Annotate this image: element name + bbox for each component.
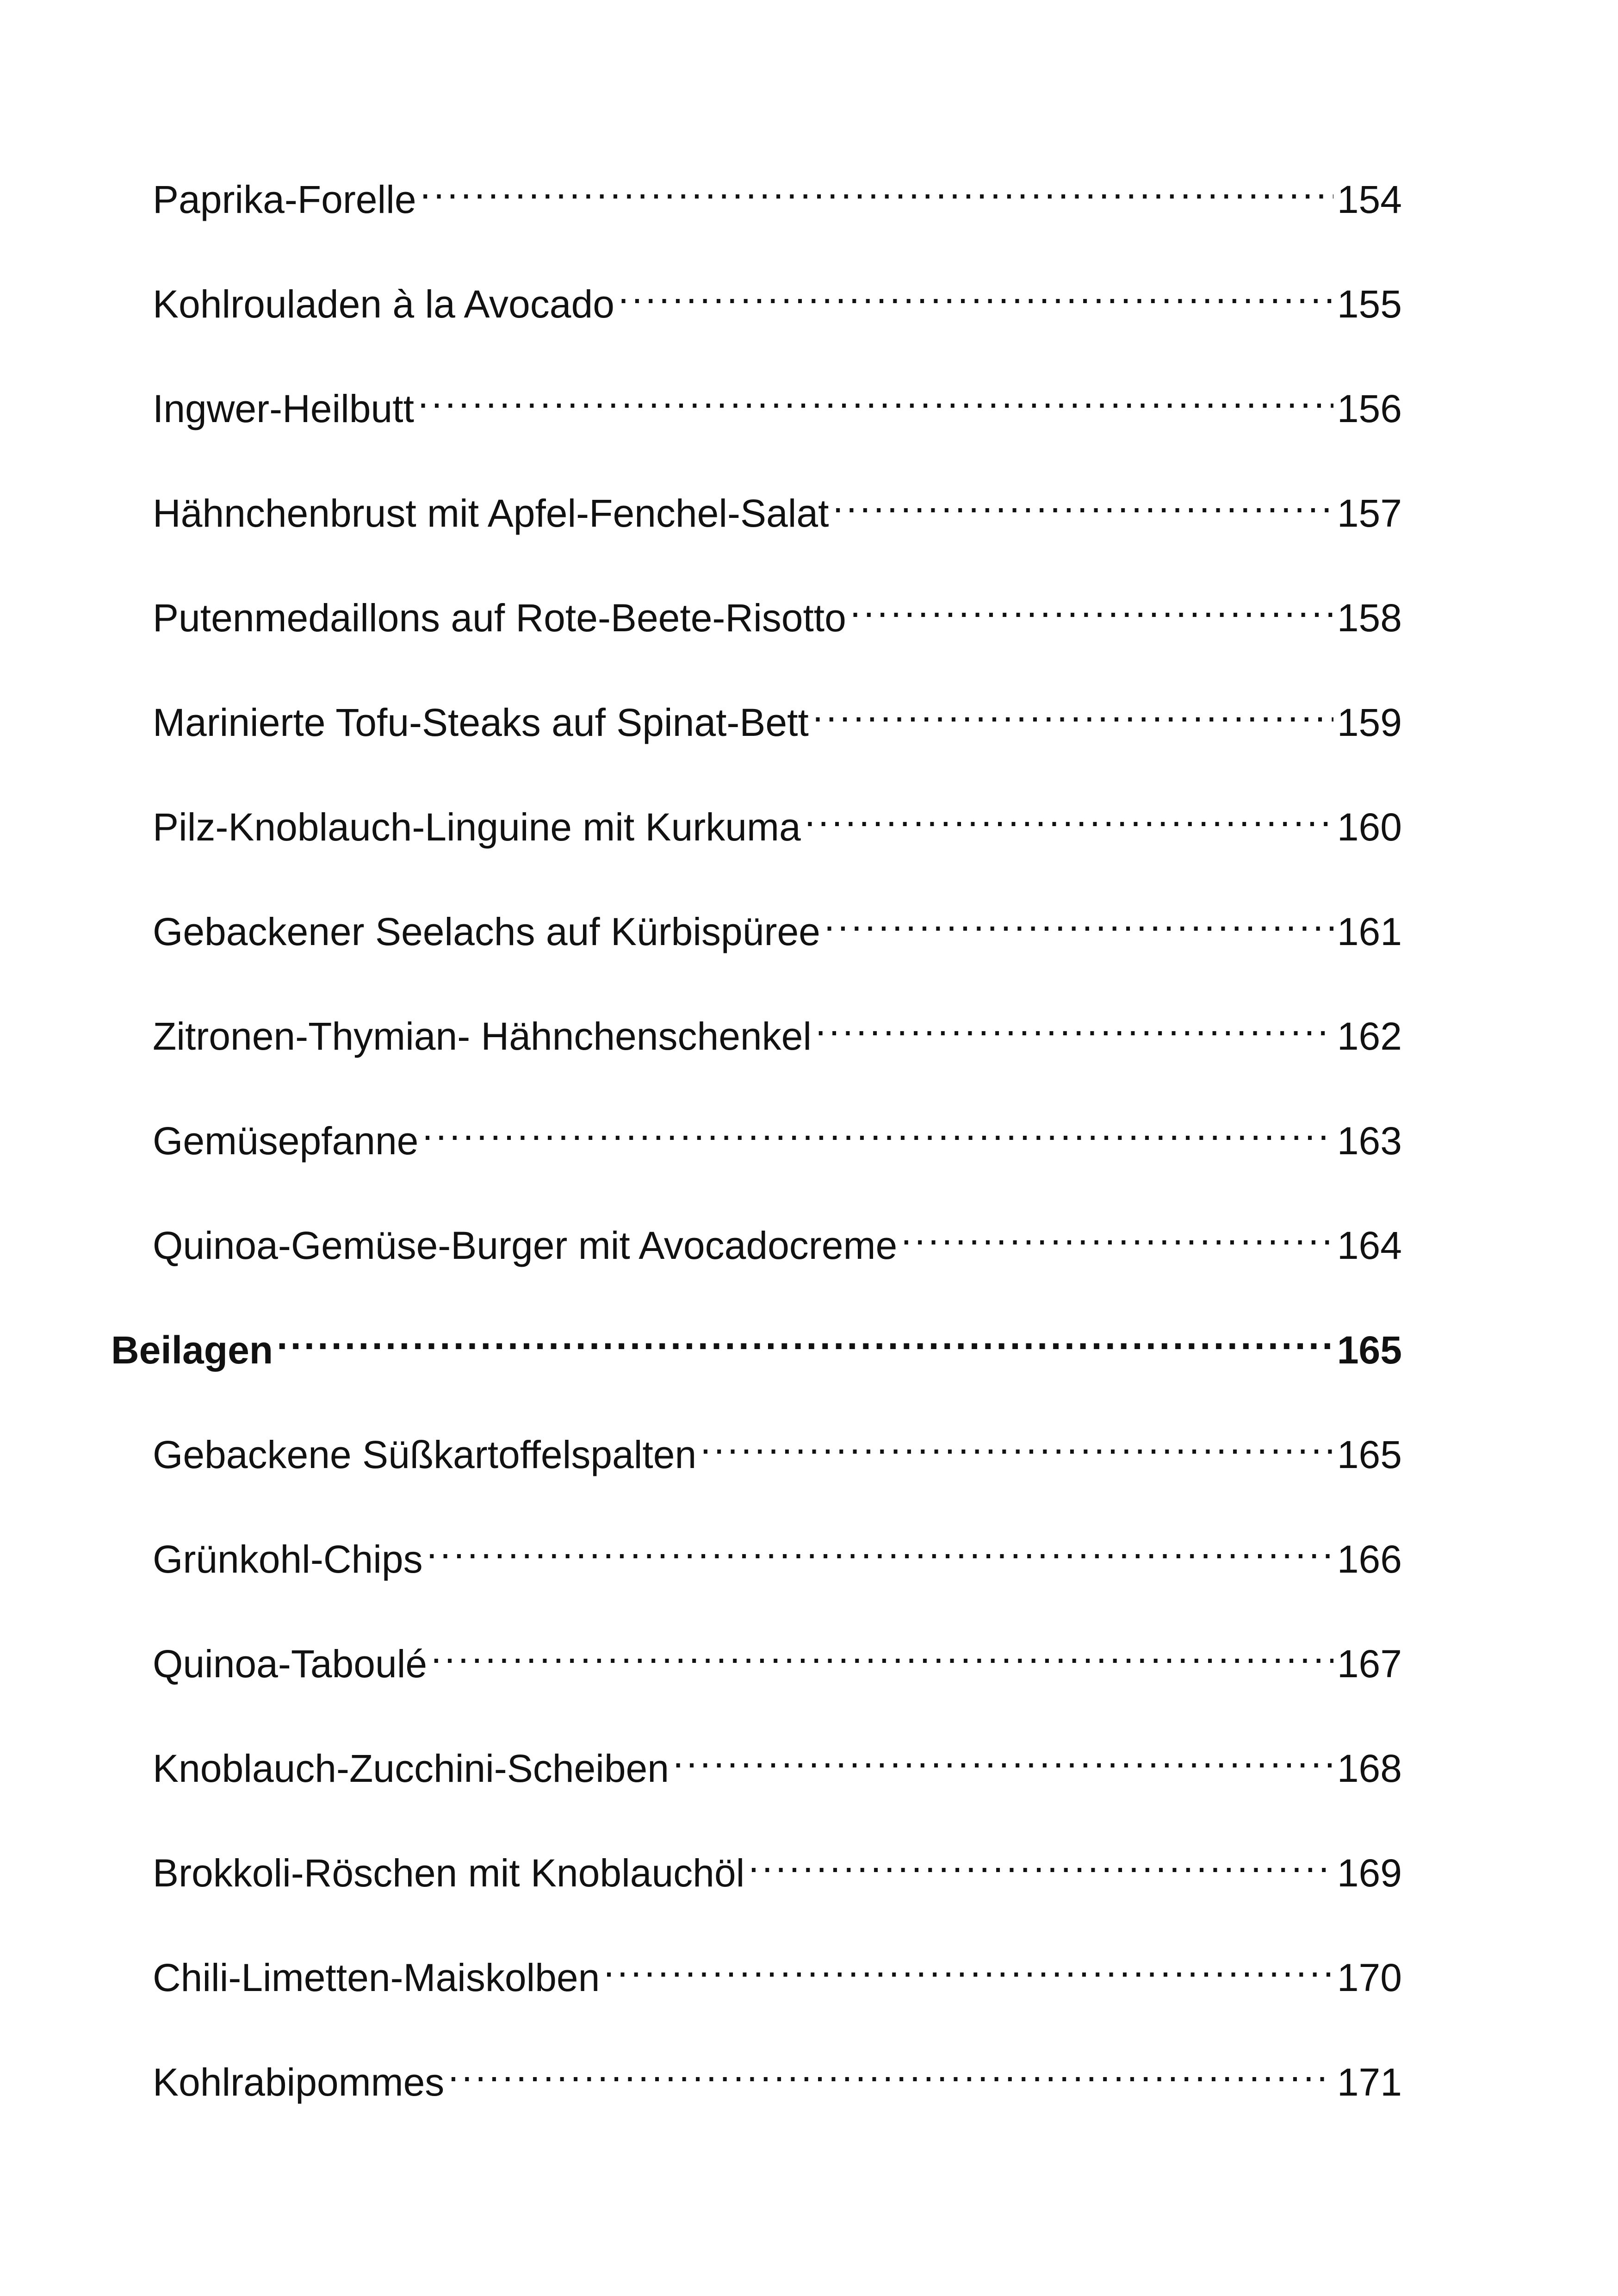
dot-leader bbox=[901, 1213, 1333, 1259]
dot-leader bbox=[448, 2049, 1333, 2096]
toc-entry[interactable] bbox=[153, 794, 1402, 849]
toc-entry-title: Kohlrouladen à la Avocado bbox=[153, 282, 614, 326]
toc-entry-title: Gemüsepfanne bbox=[153, 1119, 419, 1163]
toc-entry-title: Putenmedaillons auf Rote-Beete-Risotto bbox=[153, 596, 846, 640]
toc-entry-title: Gebackener Seelachs auf Kürbispüree bbox=[153, 910, 820, 953]
toc-entry[interactable] bbox=[153, 899, 1402, 953]
toc-entry-title: Pilz-Knoblauch-Linguine mit Kurkuma bbox=[153, 805, 801, 849]
dot-leader bbox=[618, 271, 1333, 317]
toc-entry-page: 167 bbox=[1337, 1642, 1402, 1686]
toc-section-heading[interactable] bbox=[111, 1317, 1402, 1372]
dot-leader bbox=[603, 1945, 1333, 1991]
toc-entry-title: Hähnchenbrust mit Apfel-Fenchel-Salat bbox=[153, 492, 829, 535]
toc-entry-page: 169 bbox=[1337, 1851, 1402, 1895]
toc-entry-page: 164 bbox=[1337, 1224, 1402, 1267]
toc-entry-title: Brokkoli-Röschen mit Knoblauchöl bbox=[153, 1851, 745, 1895]
toc-entry-page: 154 bbox=[1337, 178, 1402, 221]
toc-entry-title: Knoblauch-Zucchini-Scheiben bbox=[153, 1747, 669, 1790]
toc-entry[interactable] bbox=[153, 1108, 1402, 1163]
dot-leader bbox=[850, 585, 1333, 631]
toc-entry[interactable] bbox=[153, 1736, 1402, 1790]
toc-entry-page: 159 bbox=[1337, 701, 1402, 744]
toc-entry[interactable] bbox=[153, 271, 1402, 326]
toc-entry-title: Paprika-Forelle bbox=[153, 178, 416, 221]
dot-leader bbox=[420, 167, 1333, 213]
toc-entry-page: 170 bbox=[1337, 1956, 1402, 1999]
dot-leader bbox=[427, 1526, 1333, 1573]
toc-entry[interactable] bbox=[153, 376, 1402, 430]
dot-leader bbox=[418, 376, 1333, 422]
toc-entry[interactable] bbox=[153, 167, 1402, 221]
toc-entry-page: 160 bbox=[1337, 805, 1402, 849]
dot-leader bbox=[431, 1631, 1333, 1677]
dot-leader bbox=[277, 1317, 1333, 1363]
toc-entry-page: 168 bbox=[1337, 1747, 1402, 1790]
toc-entry[interactable] bbox=[153, 1526, 1402, 1581]
toc-entry-page: 163 bbox=[1337, 1119, 1402, 1163]
toc-entry-title: Quinoa-Taboulé bbox=[153, 1642, 428, 1686]
toc-entry[interactable] bbox=[153, 1213, 1402, 1267]
dot-leader bbox=[832, 480, 1333, 527]
toc-entry-page: 171 bbox=[1337, 2060, 1402, 2104]
toc-entry-title: Marinierte Tofu-Steaks auf Spinat-Bett bbox=[153, 701, 809, 744]
dot-leader bbox=[824, 899, 1333, 945]
toc-entry-title: Chili-Limetten-Maiskolben bbox=[153, 1956, 600, 1999]
toc-entry-title: Ingwer-Heilbutt bbox=[153, 387, 414, 430]
toc-entry-page: 158 bbox=[1337, 596, 1402, 640]
toc-entry[interactable] bbox=[153, 1945, 1402, 1999]
toc-entry-page: 155 bbox=[1337, 282, 1402, 326]
dot-leader bbox=[815, 1003, 1333, 1050]
dot-leader bbox=[700, 1422, 1333, 1468]
dot-leader bbox=[812, 690, 1333, 736]
toc-entry-page: 161 bbox=[1337, 910, 1402, 953]
toc-entry-title: Zitronen-Thymian- Hähnchenschenkel bbox=[153, 1014, 812, 1058]
toc-section-page: 165 bbox=[1337, 1328, 1402, 1372]
toc-entry-page: 156 bbox=[1337, 387, 1402, 430]
toc-entry-page: 165 bbox=[1337, 1433, 1402, 1476]
toc-entry-title: Kohlrabipommes bbox=[153, 2060, 445, 2104]
dot-leader bbox=[422, 1108, 1333, 1154]
dot-leader bbox=[748, 1840, 1333, 1886]
toc-entry[interactable] bbox=[153, 1003, 1402, 1058]
toc-entry[interactable] bbox=[153, 1422, 1402, 1476]
toc-entry[interactable] bbox=[153, 690, 1402, 744]
toc-entry-title: Gebackene Süßkartoffelspalten bbox=[153, 1433, 697, 1476]
toc-entry-title: Quinoa-Gemüse-Burger mit Avocadocreme bbox=[153, 1224, 898, 1267]
toc-entry[interactable] bbox=[153, 1631, 1402, 1686]
toc-entry-page: 166 bbox=[1337, 1537, 1402, 1581]
toc-entry[interactable] bbox=[153, 585, 1402, 640]
toc-entry-page: 162 bbox=[1337, 1014, 1402, 1058]
toc-entry[interactable] bbox=[153, 480, 1402, 535]
dot-leader bbox=[673, 1736, 1333, 1782]
toc-entry-page: 157 bbox=[1337, 492, 1402, 535]
dot-leader bbox=[805, 794, 1333, 840]
toc-entry[interactable] bbox=[153, 1840, 1402, 1895]
toc-entry[interactable] bbox=[153, 2049, 1402, 2104]
toc-section-title: Beilagen bbox=[111, 1328, 273, 1372]
toc-entry-title: Grünkohl-Chips bbox=[153, 1537, 423, 1581]
